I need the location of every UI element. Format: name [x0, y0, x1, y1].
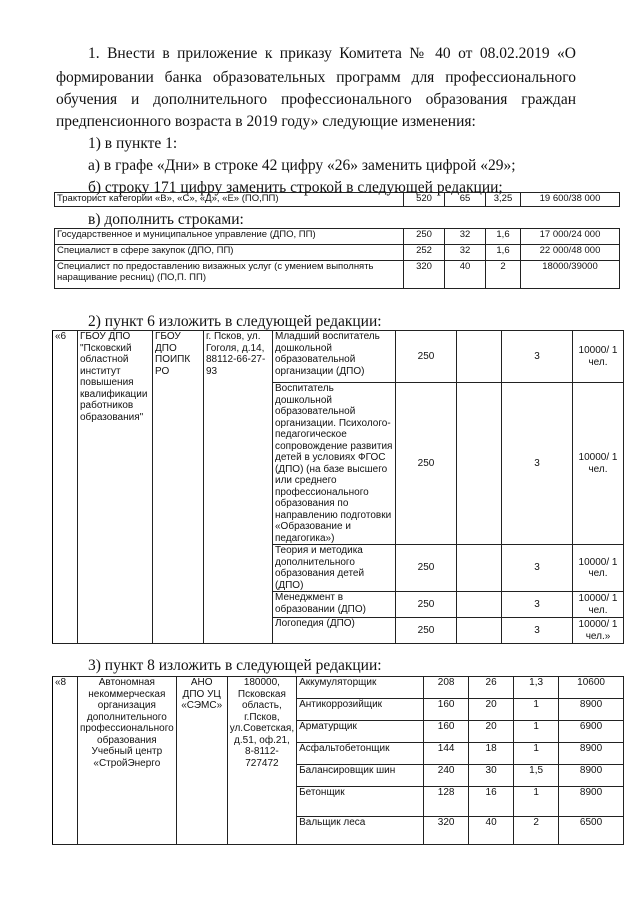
- cell-price: 10000/ 1 чел.: [573, 383, 624, 545]
- cell-months: 1: [514, 699, 559, 721]
- cell-hours: 250: [396, 545, 457, 592]
- cell-program: Младший воспитатель дошкольной образовательной организации (ДПО): [273, 331, 396, 383]
- cell-hours: 240: [424, 765, 469, 787]
- table-point-8: [52, 676, 624, 845]
- cell-months: 1: [514, 743, 559, 765]
- cell-hours: 252: [404, 245, 445, 261]
- cell-months: 3: [502, 383, 573, 545]
- cell-program: Балансировщик шин: [297, 765, 424, 787]
- cell-months: 1,5: [514, 765, 559, 787]
- cell-months: 1,6: [486, 229, 521, 245]
- cell-program: Арматурщик: [297, 721, 424, 743]
- cell-hours: 320: [424, 817, 469, 845]
- cell-months: 3: [502, 618, 573, 644]
- table-row-name: Специалист по предоставлению визажных услуг (с умением выполнять наращивание ресниц) (ПО,П. ПП): [55, 261, 404, 289]
- cell-organization: Автономная некоммерческая организация дополнительного профессионального образования Учебный центр «СтройЭнерго: [78, 677, 177, 845]
- cell-price: 10000/ 1 чел.»: [573, 618, 624, 644]
- cell-address: 180000, Псковская область, г.Псков, ул.Советская, д.51, оф.21, 8-8112-727472: [227, 677, 296, 845]
- cell-hours: 208: [424, 677, 469, 699]
- cell-months: 1: [514, 721, 559, 743]
- para-line-2: формировании банка образовательных программ для профессионального: [56, 69, 576, 86]
- cell-hours: 250: [396, 592, 457, 618]
- cell-hours: 250: [396, 383, 457, 545]
- cell-days: [457, 592, 502, 618]
- para-line-3: обучения и дополнительного профессионального образования граждан: [56, 91, 576, 108]
- point-3-heading: 3) пункт 8 изложить в следующей редакции:: [88, 657, 382, 674]
- cell-number: «6: [53, 331, 78, 644]
- table-row-171: [54, 192, 620, 207]
- table-row-name: Специалист в сфере закупок (ДПО, ПП): [55, 245, 404, 261]
- cell-price: 10000/ 1 чел.: [573, 331, 624, 383]
- cell-program: Антикоррозийщик: [297, 699, 424, 721]
- table-point-6: [52, 330, 624, 644]
- cell-days: 18: [469, 743, 514, 765]
- cell-days: 26: [469, 677, 514, 699]
- point-2-heading: 2) пункт 6 изложить в следующей редакции:: [88, 313, 382, 330]
- cell-months: 3,25: [486, 193, 521, 207]
- cell-price: 22 000/48 000: [521, 245, 620, 261]
- cell-program: Теория и методика дополнительного образования детей (ДПО): [273, 545, 396, 592]
- cell-months: 2: [486, 261, 521, 289]
- cell-program: Асфальтобетонщик: [297, 743, 424, 765]
- cell-price: 8900: [559, 787, 624, 817]
- cell-short-name: ГБОУ ДПО ПОИПК РО: [153, 331, 204, 644]
- cell-days: 20: [469, 721, 514, 743]
- cell-months: 3: [502, 592, 573, 618]
- point-1v: в) дополнить строками:: [88, 211, 244, 228]
- cell-hours: 520: [404, 193, 445, 207]
- cell-months: 1,6: [486, 245, 521, 261]
- para-line-1: 1. Внести в приложение к приказу Комитета № 40 от 08.02.2019 «О: [88, 45, 576, 62]
- cell-price: 17 000/24 000: [521, 229, 620, 245]
- cell-price: 10000/ 1 чел.: [573, 545, 624, 592]
- point-1-heading: 1) в пункте 1:: [88, 135, 178, 152]
- cell-number: «8: [53, 677, 78, 845]
- cell-price: 6500: [559, 817, 624, 845]
- cell-days: [457, 545, 502, 592]
- cell-address: г. Псков, ул. Гоголя, д.14, 88112-66-27-93: [204, 331, 273, 644]
- cell-price: 8900: [559, 699, 624, 721]
- cell-days: 16: [469, 787, 514, 817]
- cell-days: [457, 618, 502, 644]
- cell-days: 32: [445, 229, 486, 245]
- cell-price: 10600: [559, 677, 624, 699]
- cell-hours: 144: [424, 743, 469, 765]
- cell-months: 3: [502, 545, 573, 592]
- cell-months: 2: [514, 817, 559, 845]
- table-row-name: Государственное и муниципальное управление (ДПО, ПП): [55, 229, 404, 245]
- cell-days: 30: [469, 765, 514, 787]
- cell-price: 18000/39000: [521, 261, 620, 289]
- point-1a: а) в графе «Дни» в строке 42 цифру «26» заменить цифрой «29»;: [88, 157, 516, 174]
- cell-program: Аккумуляторщик: [297, 677, 424, 699]
- cell-days: [457, 383, 502, 545]
- cell-short-name: АНО ДПО УЦ «СЭМС»: [176, 677, 227, 845]
- cell-hours: 160: [424, 699, 469, 721]
- table-added-rows: [54, 228, 620, 289]
- cell-days: [457, 331, 502, 383]
- cell-price: 8900: [559, 743, 624, 765]
- cell-program: Вальщик леса: [297, 817, 424, 845]
- cell-days: 20: [469, 699, 514, 721]
- cell-hours: 320: [404, 261, 445, 289]
- cell-program: Менеджмент в образовании (ДПО): [273, 592, 396, 618]
- para-line-4: предпенсионного возраста в 2019 году» следующие изменения:: [56, 113, 476, 130]
- cell-price: 10000/ 1 чел.: [573, 592, 624, 618]
- cell-days: 40: [469, 817, 514, 845]
- cell-program: Бетонщик: [297, 787, 424, 817]
- cell-days: 32: [445, 245, 486, 261]
- cell-days: 65: [445, 193, 486, 207]
- cell-organization: ГБОУ ДПО "Псковский областной институт повышения квалификации работников образования": [78, 331, 153, 644]
- cell-hours: 250: [396, 618, 457, 644]
- cell-days: 40: [445, 261, 486, 289]
- cell-program: Логопедия (ДПО): [273, 618, 396, 644]
- cell-price: 8900: [559, 765, 624, 787]
- cell-program: Тракторист категории «В», «С», «Д», «Е» (ПО,ПП): [55, 193, 404, 207]
- cell-price: 19 600/38 000: [521, 193, 620, 207]
- cell-months: 3: [502, 331, 573, 383]
- point-1b: б) строку 171 цифру заменить строкой в следующей редакции;: [88, 179, 503, 196]
- cell-hours: 160: [424, 721, 469, 743]
- cell-hours: 250: [404, 229, 445, 245]
- cell-months: 1,3: [514, 677, 559, 699]
- cell-months: 1: [514, 787, 559, 817]
- cell-price: 6900: [559, 721, 624, 743]
- cell-program: Воспитатель дошкольной образовательной организации. Психолого-педагогическое сопровождение развития детей в условиях ФГОС (ДПО) (на базе высшего или среднего профессионального образования по направлению подготовки «Образование и педагогика»): [273, 383, 396, 545]
- cell-hours: 250: [396, 331, 457, 383]
- cell-hours: 128: [424, 787, 469, 817]
